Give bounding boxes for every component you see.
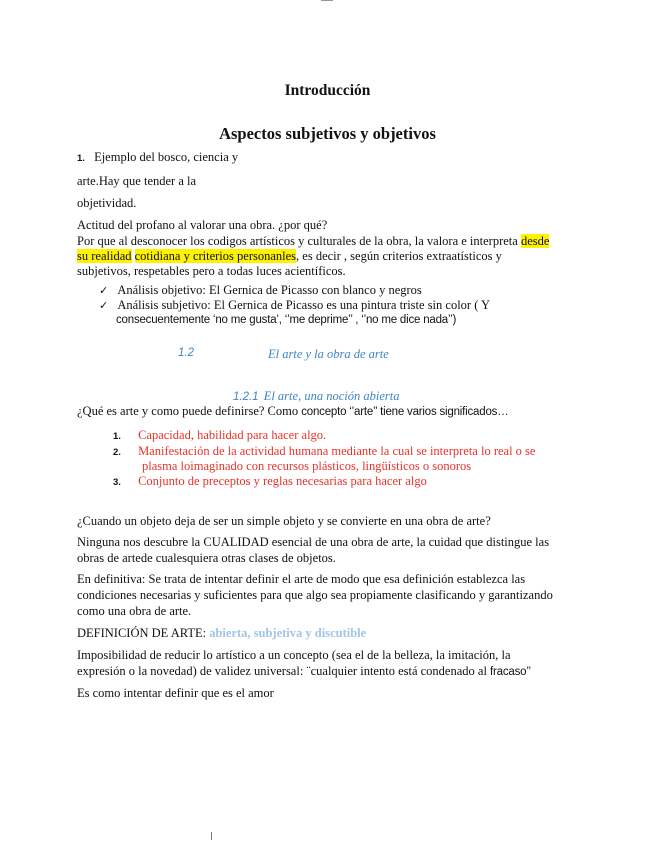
red-list-item: 2. Manifestación de la actividad humana mediante la cual se interpreta lo real o se	[113, 444, 536, 458]
item-continuation: objetividad.	[77, 196, 137, 210]
paragraph-line: Ninguna nos descubre la CUALIDAD esencial de una obra de arte, la cuidad que distingue las	[77, 535, 550, 549]
question-text: ¿Cuando un objeto deja de ser un simple objeto y se convierte en una obra de arte?	[77, 514, 491, 528]
item-text: Ejemplo del bosco, ciencia y	[94, 150, 239, 164]
paragraph-line: Imposibilidad de reducir lo artístico a un concepto (sea el de la belleza, la imitación, la	[77, 648, 511, 662]
red-list-item: 3. Conjunto de preceptos y reglas necesarias para hacer algo	[113, 474, 427, 488]
highlighted-text: desde	[520, 234, 550, 248]
red-list-continuation: plasma loimaginado con recursos plásticos, lingüísticos o sonoros	[142, 459, 472, 473]
definition-line	[77, 626, 366, 641]
section-heading: Aspectos subjetivos y objetivos	[219, 124, 436, 143]
paragraph-line: su realidad cotidiana y criterios personanles, es decir , según criterios extraatísticos y	[77, 249, 502, 263]
paragraph-line: condiciones necesarias y suficientes para que algo sea propiamente clasificando y garantizando	[77, 588, 553, 602]
highlighted-text: cotidiana y criterios personanles	[134, 249, 297, 263]
red-list-item: 1. Capacidad, habilidad para hacer algo.	[113, 428, 327, 442]
paragraph-line: subjetivos, respetables pero a todas luces acientíficos.	[77, 264, 346, 278]
paragraph-line: obras de artede cualesquiera otras clases de objetos.	[77, 551, 336, 565]
paragraph-line: expresión o la novedad) de validez universal: ¨cualquier intento está condenado al fracaso’’	[77, 664, 531, 678]
item-number: 1.	[77, 153, 85, 164]
top-page-mark	[321, 0, 333, 1]
definition-value: abierta, subjetiva y discutible	[209, 626, 367, 640]
paragraph-line: Es como intentar definir que es el amor	[77, 686, 274, 700]
question-text: Actitud del profano al valorar una obra. ¿por qué?	[77, 218, 328, 232]
numbered-item-1	[77, 150, 238, 165]
highlighted-text: su realidad	[77, 249, 132, 263]
paragraph-line: En definitiva: Se trata de intentar definir el arte de modo que esa definición establezca las	[77, 572, 526, 586]
check-icon: ✓	[99, 299, 109, 312]
check-item: ✓ Análisis subjetivo: El Gernica de Picasso es una pintura triste sin color ( Y	[99, 298, 491, 312]
subsection-heading: 1.2.1 El arte, una noción abierta	[233, 389, 400, 403]
check-item-continuation: consecuentemente ‘no me gusta’, ‘’me deprime’’ , ‘’no me dice nada’’)	[116, 314, 457, 326]
bottom-page-mark	[211, 832, 212, 840]
item-continuation: arte.Hay que tender a la	[77, 174, 197, 188]
definition-label: DEFINICIÓN DE ARTE:	[77, 626, 207, 640]
paragraph-line: como una obra de arte.	[77, 604, 192, 618]
check-icon: ✓	[99, 284, 109, 297]
section-title: El arte y la obra de arte	[268, 347, 389, 361]
check-item: ✓ Análisis objetivo: El Gernica de Picasso con blanco y negros	[99, 283, 422, 297]
question-text: ¿Qué es arte y como puede definirse? Como concepto ‘’arte’’ tiene varios significados…	[77, 404, 509, 418]
page-title: Introducción	[284, 82, 371, 99]
section-number: 1.2	[178, 347, 194, 359]
paragraph-line: Por que al desconocer los codigos artísticos y culturales de la obra, la valora e interpreta desde	[77, 234, 550, 248]
